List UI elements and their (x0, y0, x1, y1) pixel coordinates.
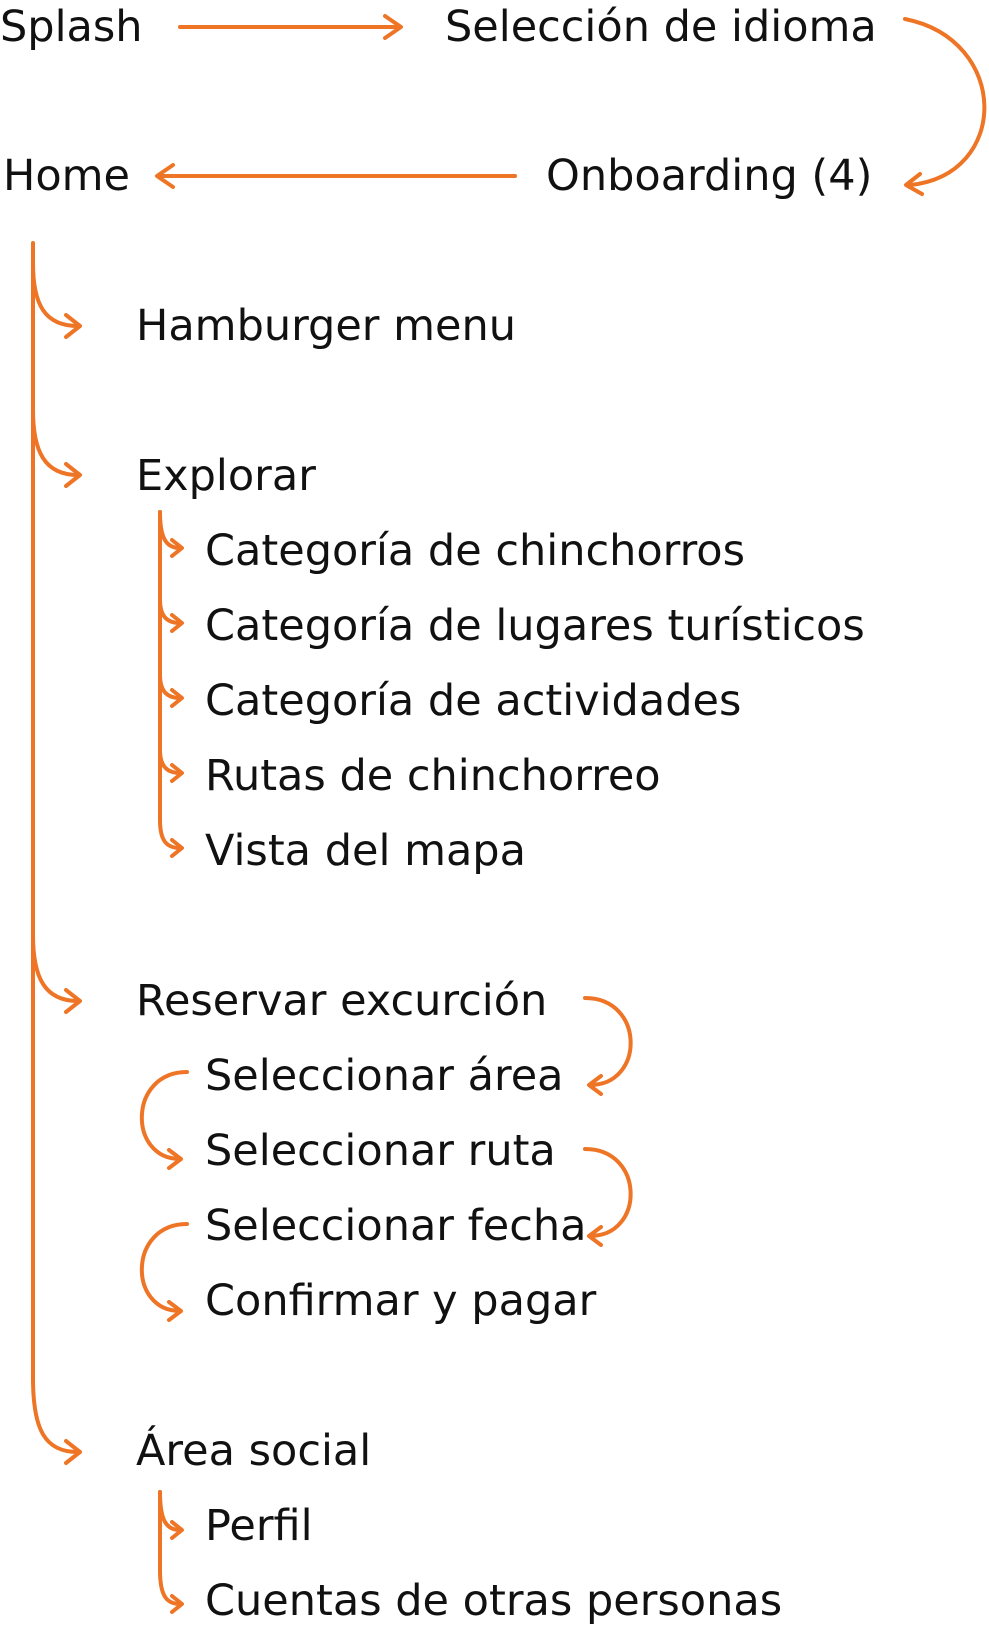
node-reservar-step: Seleccionar ruta (205, 1126, 556, 1176)
arrow-ruta-to-fecha (585, 1149, 631, 1236)
node-language-selection: Selección de idioma (445, 2, 877, 52)
arrow-home-to-hamburger (33, 263, 78, 326)
node-reservar-step: Seleccionar fecha (205, 1201, 587, 1251)
arrow-area-to-ruta (142, 1072, 187, 1159)
node-splash: Splash (0, 2, 143, 52)
node-explorar-item: Categoría de lugares turísticos (205, 601, 865, 651)
node-explorar-item: Vista del mapa (205, 826, 526, 876)
arrow-home-to-reservar (33, 935, 78, 1001)
node-explorar: Explorar (136, 451, 316, 501)
node-explorar-item: Rutas de chinchorreo (205, 751, 661, 801)
arrow-language-to-onboarding (905, 19, 984, 185)
arrow-reservar-to-area (585, 998, 631, 1085)
node-hamburger-menu: Hamburger menu (136, 301, 516, 351)
node-reservar-excursion: Reservar excurción (136, 976, 548, 1026)
node-onboarding: Onboarding (4) (546, 151, 873, 201)
node-explorar-item: Categoría de chinchorros (205, 526, 746, 576)
arrow-fecha-to-pagar (142, 1224, 187, 1311)
arrow-home-to-explorar (33, 410, 78, 475)
node-home: Home (3, 151, 130, 201)
node-social-item: Cuentas de otras personas (205, 1576, 783, 1626)
node-area-social: Área social (136, 1426, 372, 1476)
node-social-item: Perfil (205, 1501, 313, 1551)
node-explorar-item: Categoría de actividades (205, 676, 742, 726)
node-reservar-step: Seleccionar área (205, 1051, 564, 1101)
node-reservar-step: Confirmar y pagar (205, 1276, 597, 1326)
arrow-home-to-social (33, 1378, 78, 1452)
